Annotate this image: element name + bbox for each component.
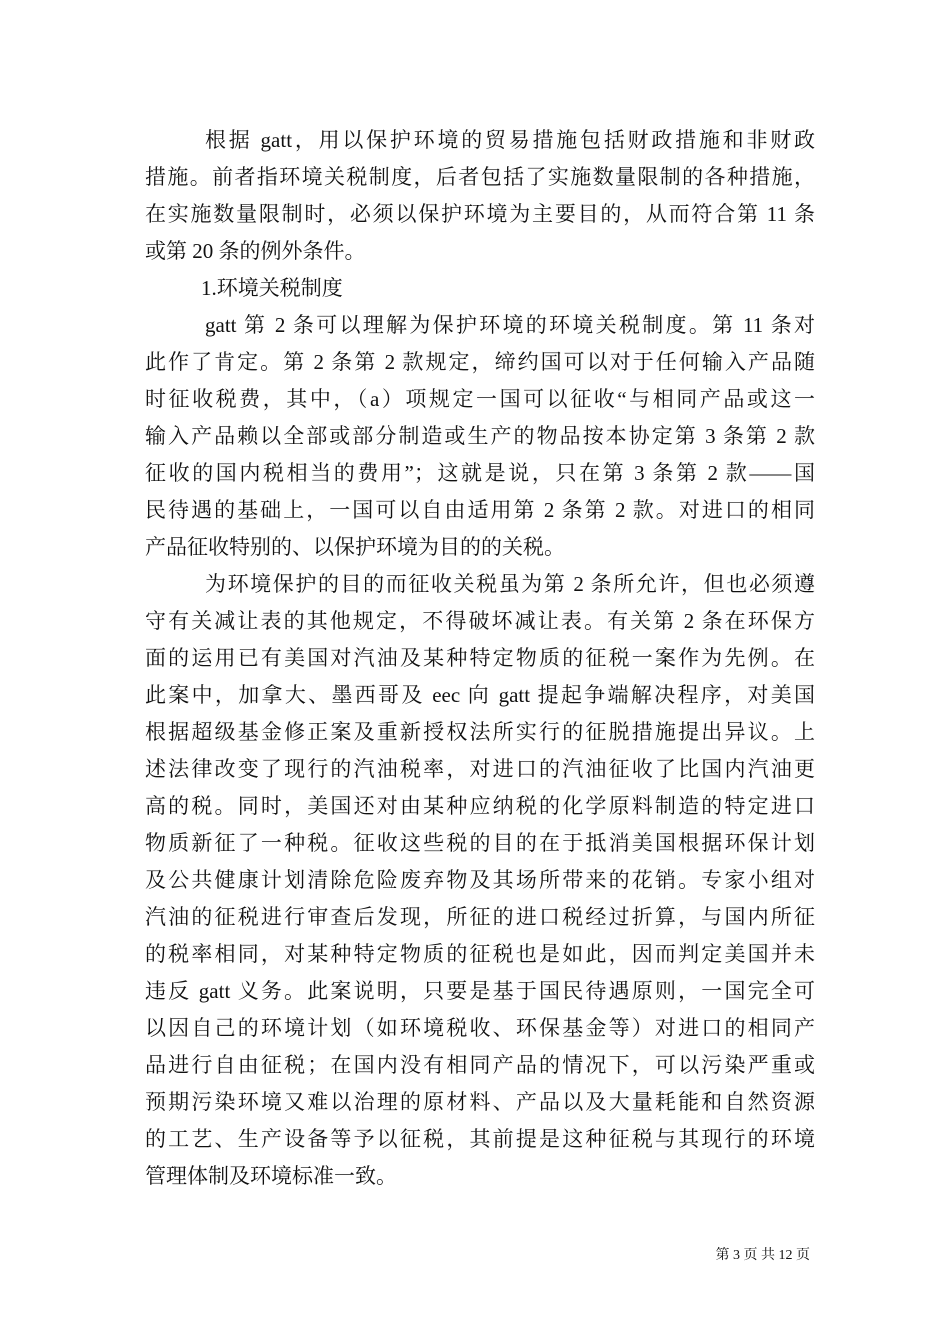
paragraph-line: 以因自己的环境计划（如环境税收、环保基金等）对进口的相同产: [145, 1016, 815, 1040]
paragraph-line: 此案中，加拿大、墨西哥及 eec 向 gatt 提起争端解决程序，对美国: [145, 683, 815, 707]
paragraph-intro: [145, 122, 815, 270]
section-heading: [145, 270, 815, 307]
paragraph-line: 违反 gatt 义务。此案说明，只要是基于国民待遇原则，一国完全可: [145, 979, 815, 1003]
section-heading-text: 1.环境关税制度: [201, 276, 343, 300]
paragraph-line: 述法律改变了现行的汽油税率，对进口的汽油征收了比国内汽油更: [145, 757, 815, 781]
paragraph-line: 在实施数量限制时，必须以保护环境为主要目的，从而符合第 11 条: [145, 202, 815, 226]
page-number: 第 3 页 共 12 页: [715, 1248, 810, 1263]
paragraph-line: 高的税。同时，美国还对由某种应纳税的化学原料制造的特定进口: [145, 794, 815, 818]
paragraph-line: 征收的国内税相当的费用”；这就是说，只在第 3 条第 2 款——国: [145, 461, 815, 485]
paragraph-line: 守有关减让表的其他规定，不得破坏减让表。有关第 2 条在环保方: [145, 609, 815, 633]
paragraph-line: 面的运用已有美国对汽油及某种特定物质的征税一案作为先例。在: [145, 646, 815, 670]
paragraph-case-study: [145, 566, 815, 1195]
paragraph-line: gatt 第 2 条可以理解为保护环境的环境关税制度。第 11 条对: [205, 313, 815, 337]
paragraph-line: 及公共健康计划清除危险废弃物及其场所带来的花销。专家小组对: [145, 868, 815, 892]
paragraph-line: 或第 20 条的例外条件。: [145, 239, 366, 263]
paragraph-line: 为环境保护的目的而征收关税虽为第 2 条所允许，但也必须遵: [205, 572, 815, 596]
paragraph-line: 的税率相同，对某种特定物质的征税也是如此，因而判定美国并未: [145, 942, 815, 966]
paragraph-line: 民待遇的基础上，一国可以自由适用第 2 条第 2 款。对进口的相同: [145, 498, 815, 522]
paragraph-line: 汽油的征税进行审查后发现，所征的进口税经过折算，与国内所征: [145, 905, 815, 929]
paragraph-line: 时征收税费，其中，（a）项规定一国可以征收“与相同产品或这一: [145, 387, 815, 411]
paragraph-line: 的工艺、生产设备等予以征税，其前提是这种征税与其现行的环境: [145, 1127, 815, 1151]
document-body: [145, 122, 815, 1195]
paragraph-line: 此作了肯定。第 2 条第 2 款规定，缔约国可以对于任何输入产品随: [145, 350, 815, 374]
paragraph-line: 管理体制及环境标准一致。: [145, 1164, 397, 1188]
paragraph-line: 产品征收特别的、以保护环境为目的的关税。: [145, 535, 565, 559]
paragraph-line: 输入产品赖以全部或部分制造或生产的物品按本协定第 3 条第 2 款: [145, 424, 815, 448]
paragraph-line: 预期污染环境又难以治理的原材料、产品以及大量耗能和自然资源: [145, 1090, 815, 1114]
paragraph-line: 物质新征了一种税。征收这些税的目的在于抵消美国根据环保计划: [145, 831, 815, 855]
paragraph-line: 品进行自由征税；在国内没有相同产品的情况下，可以污染严重或: [145, 1053, 815, 1077]
paragraph-line: 措施。前者指环境关税制度，后者包括了实施数量限制的各种措施，: [145, 165, 815, 189]
paragraph-tariff-article: [145, 307, 815, 566]
paragraph-line: 根据 gatt，用以保护环境的贸易措施包括财政措施和非财政: [205, 128, 815, 152]
paragraph-line: 根据超级基金修正案及重新授权法所实行的征脱措施提出异议。上: [145, 720, 815, 744]
